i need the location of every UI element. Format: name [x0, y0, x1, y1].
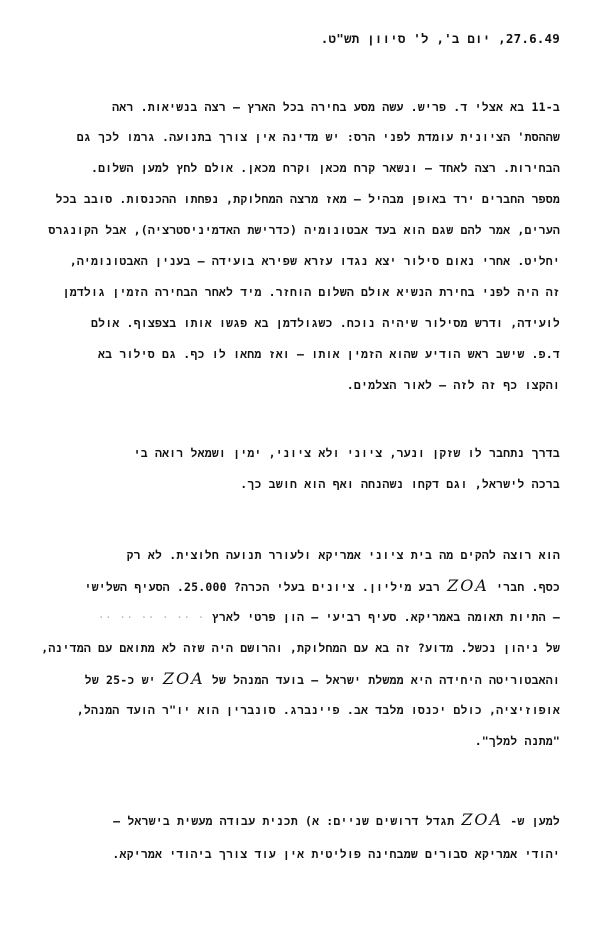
paragraph3-line-4 — [40, 640, 560, 656]
paragraph1-line-8: לועידה, ודרש מסילור שיהיה נוכח. כשגולדמן בא פגשו אותו בצפצוף. אולם — [91, 316, 560, 330]
date-line: 27.6.49, יום ב', ל' סיוון תש"ט. — [320, 31, 560, 46]
line-text-start: כסף. חברי — [496, 580, 560, 594]
paragraph1-line-2: שההסת' הציונית עומדת לפני הרס: יש מדינה אין צורך בתנועה. גרמו לכך גם — [76, 130, 560, 144]
paragraph1-line-4: מספר החברים ירד באופן מבהיל – מאז מרצה המחלוקת, נפחתו ההכנסות. סובב בכל — [55, 192, 560, 206]
line-text-start: למען ש- — [510, 814, 560, 828]
paragraph2-line-1: בדרך נתחבר לו שזקן ונער, ציוני ולא ציוני, ימין ושמאל רואה בי — [133, 446, 560, 460]
paragraph1-line-3: הבחירות. רצה לאחד – ונשאר קרח מכאן וקרח מכאן. אולם לחץ למען השלום. — [90, 161, 560, 175]
paragraph1-line-7: זה היה לפני בחירת הנשיא אולם השלום הוחזר. מיד לאחר הבחירה הזמין גולדמן — [62, 285, 560, 299]
paragraph3-line-1 — [40, 547, 560, 563]
handwritten-insertion: ZOA — [447, 576, 489, 595]
paragraph4-line-2 — [40, 846, 560, 862]
paragraph2-line-2: ברכה לישראל, וגם דקחו נשהנחה ואף הוא חושב כך. — [240, 477, 560, 491]
line-text-end: רבע מיליון. ציונים בעלי הכרה? 25.000. הסעיף השלישי — [84, 580, 440, 594]
line-text: "מתנה למלך". — [474, 734, 560, 748]
paragraph3-line-3 — [40, 609, 560, 625]
paragraph1-line-10: והקצו כף זה לזה – לאור הצלמים. — [346, 378, 560, 392]
handwritten-insertion: ZOA — [162, 669, 205, 688]
line-text-end: יש כ-25 של — [84, 673, 156, 687]
line-text: יהודי אמריקא סבורים שמבחינה פוליטית אין עוד צורך ביהודי אמריקא. — [112, 847, 560, 861]
erased-text: · ·· · ·· ·· ·· — [97, 610, 205, 624]
line-text-end: תגדל דרושים שניים: א) תכנית עבודה מעשית בישראל – — [113, 814, 455, 828]
line-text: של ניהון נכשל. מדוע? זה בא עם המחלוקת, והרושם היה שזה לא מתואם עם המדינה, — [41, 641, 560, 655]
line-text: אופוזיציה, כולם יכנסו מלבד אב. פיינברג. סונברין הוא יו"ר הועד המנהל, — [76, 703, 560, 717]
line-text: הוא רוצה להקים מה בית ציוני אמריקא ולעורר תנועה חלוצית. לא רק — [126, 548, 560, 562]
paragraph4-line-1 — [40, 812, 560, 829]
paragraph3-line-2 — [40, 578, 560, 595]
paragraph1-line-1: ב-11 בא אצלי ד. פריש. עשה מסע בחירה בכל הארץ – רצה בנשיאות. ראה — [112, 100, 560, 114]
paragraph1-line-5: הערים, אמר להם שגם הוא בעד אבטונומיה (כדרישת האדמיניסטרציה), אבל הקונגרס — [48, 223, 560, 237]
handwritten-insertion: ZOA — [461, 810, 504, 829]
paragraph1-line-9: ד.פ. שישב ראש הודיע שהוא הזמין אותו – ואז מחאו לו כף. גם סילור בא — [98, 347, 560, 361]
paragraph3-line-5 — [40, 671, 560, 688]
line-text: – התיות תאומה באמריקא. סעיף רביעי – הון פרטי לארץ — [211, 610, 560, 624]
line-text-start: והאבטוריטה היחידה היא ממשלת ישראל – בועד המנהל של — [211, 673, 560, 687]
paragraph3-line-6 — [40, 702, 560, 718]
paragraph3-line-7 — [40, 733, 560, 749]
paragraph1-line-6: יחליט. אחרי נאום סילור יצא נגדו עזרא שפירא בועידה – בענין האבטונומיה, — [69, 254, 560, 268]
